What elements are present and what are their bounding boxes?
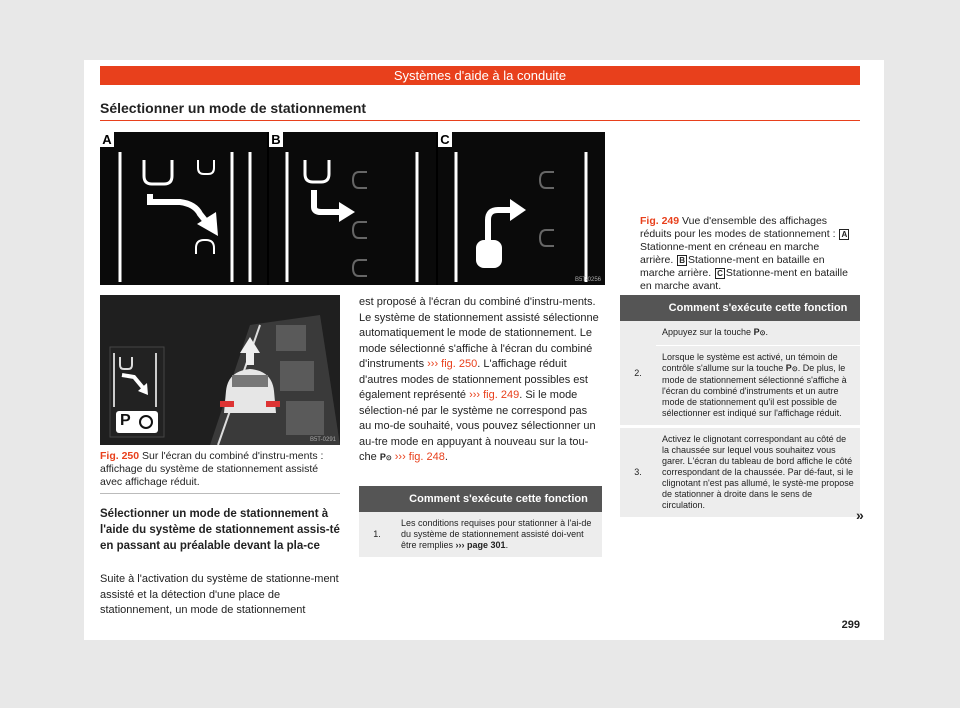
table-header: Comment s'exécute cette fonction	[395, 486, 602, 512]
step-body: Lorsque le système est activé, un témoin de contrôle s'allume sur la touche	[662, 352, 838, 373]
figure-reference-link[interactable]: ››› fig. 249	[469, 389, 520, 401]
body-text: .	[444, 451, 448, 463]
figure-249-caption	[640, 215, 855, 293]
table-header-empty	[359, 486, 395, 512]
body-paragraph-mid	[359, 295, 602, 467]
step-number: 1.	[359, 512, 395, 559]
instrument-cluster-parking-display	[100, 295, 340, 445]
title-divider	[100, 120, 860, 121]
step-text	[656, 346, 860, 427]
panel-a	[100, 132, 267, 285]
figure-label: Fig. 249	[640, 215, 680, 227]
panel-b	[269, 132, 436, 285]
figure-code: B5T-0256	[574, 277, 601, 283]
perpendicular-parking-reverse-diagram	[269, 132, 436, 285]
panel-c	[438, 132, 605, 285]
caption-item: Stationne-ment en bataille en marche arrière.	[640, 254, 825, 279]
instruction-table-1	[359, 486, 602, 560]
step-body: Les conditions requises pour stationner à l'ai-de du système de stationnement assisté doi-vent être remplies	[401, 518, 592, 550]
caption-intro: Vue d'ensemble des affichages réduits pour les modes de stationnement :	[640, 215, 836, 240]
body-text: . Si le mode sélection-né par le système ne correspond pas au mo-de souhaité, vous pouvez sélectionner un au-tre mode en appuyant à nouveau sur la tou-che	[359, 389, 596, 463]
step-number: 3.	[620, 427, 656, 519]
letter-box: B	[679, 256, 685, 265]
panel-letter: C	[438, 132, 452, 147]
parking-button-icon: P⊙	[753, 327, 766, 337]
table-header-empty	[620, 295, 656, 321]
figure-code: B5T-0291	[309, 437, 336, 443]
instruction-table-2	[620, 295, 860, 520]
chapter-header: Systèmes d'aide à la conduite	[100, 66, 860, 85]
step-text	[395, 512, 602, 559]
table-row	[620, 346, 860, 427]
figure-reference-link[interactable]: ››› fig. 250	[427, 358, 478, 370]
step-text: Activez le clignotant correspondant au côté de la chaussée sur lequel vous souhaitez vous garer. L'écran du tableau de bord affiche le côté correspondant de la chaussée. Par dé-faut, si le clignotant n'est pas allumé, le systè-me propose de stationner à droite dans le sens de circulation.	[656, 427, 860, 519]
continuation-arrow-icon: »	[856, 507, 864, 523]
table-row	[359, 512, 602, 559]
caption-text: Sur l'écran du combiné d'instru-ments : affichage du système de stationnement assisté avec affichage réduit.	[100, 450, 324, 488]
body-text: . L'affichage réduit d'autres modes de stationnement possibles est également représenté	[359, 358, 588, 401]
body-paragraph-left: Suite à l'activation du système de stationne-ment assisté et la détection d'une place de stationnement, un mode de stationnement	[100, 573, 339, 616]
figure-250-caption	[100, 450, 340, 489]
parking-button-icon: P⊙	[785, 363, 798, 373]
step-tail: .	[765, 327, 768, 337]
caption-divider	[100, 493, 340, 494]
figure-249	[100, 132, 605, 285]
parking-button-icon: P⊙	[379, 452, 392, 462]
section-heading: Sélectionner un mode de stationnement à l'aide du système de stationnement assis-té en passant au préalable devant la pla-ce	[100, 508, 340, 552]
step-body: Appuyez sur la touche	[662, 327, 752, 337]
caption-item: Stationne-ment en bataille en marche avant.	[640, 267, 848, 292]
step-tail: . De plus, le mode de stationnement sélectionné s'affiche à l'écran du combiné d'instruments et un autre mode de stationnement qu'il est possible de sélectionner est indiqué sur l'affichage réduit.	[662, 363, 847, 418]
panel-letter: B	[269, 132, 283, 147]
parallel-parking-reverse-diagram	[100, 132, 267, 285]
table-header: Comment s'exécute cette fonction	[656, 295, 860, 321]
page-title: Sélectionner un mode de stationnement	[100, 100, 367, 116]
step-tail: .	[505, 540, 509, 550]
perpendicular-parking-forward-diagram	[438, 132, 605, 285]
page-number: 299	[841, 619, 860, 631]
body-text: est proposé à l'écran du combiné d'instru-ments. Le système de stationnement assisté sélectionne automatiquement le mode de stationnement. Le mode sélectionné s'affiche à l'écran du combiné d'instruments	[359, 296, 599, 370]
parking-p-symbol: P	[120, 412, 131, 429]
figure-reference-link[interactable]: ››› fig. 248	[394, 451, 445, 463]
panel-letter: A	[100, 132, 114, 147]
step-text	[656, 321, 860, 346]
table-row	[620, 427, 860, 519]
figure-label: Fig. 250	[100, 450, 140, 462]
letter-box: C	[717, 269, 723, 278]
page-reference-link[interactable]: ››› page 301	[455, 540, 506, 550]
table-row	[620, 321, 860, 346]
caption-item: Stationne-ment en créneau en marche arrière.	[640, 241, 820, 266]
figure-250	[100, 295, 340, 445]
step-number: 2.	[620, 321, 656, 427]
letter-box: A	[841, 230, 848, 239]
